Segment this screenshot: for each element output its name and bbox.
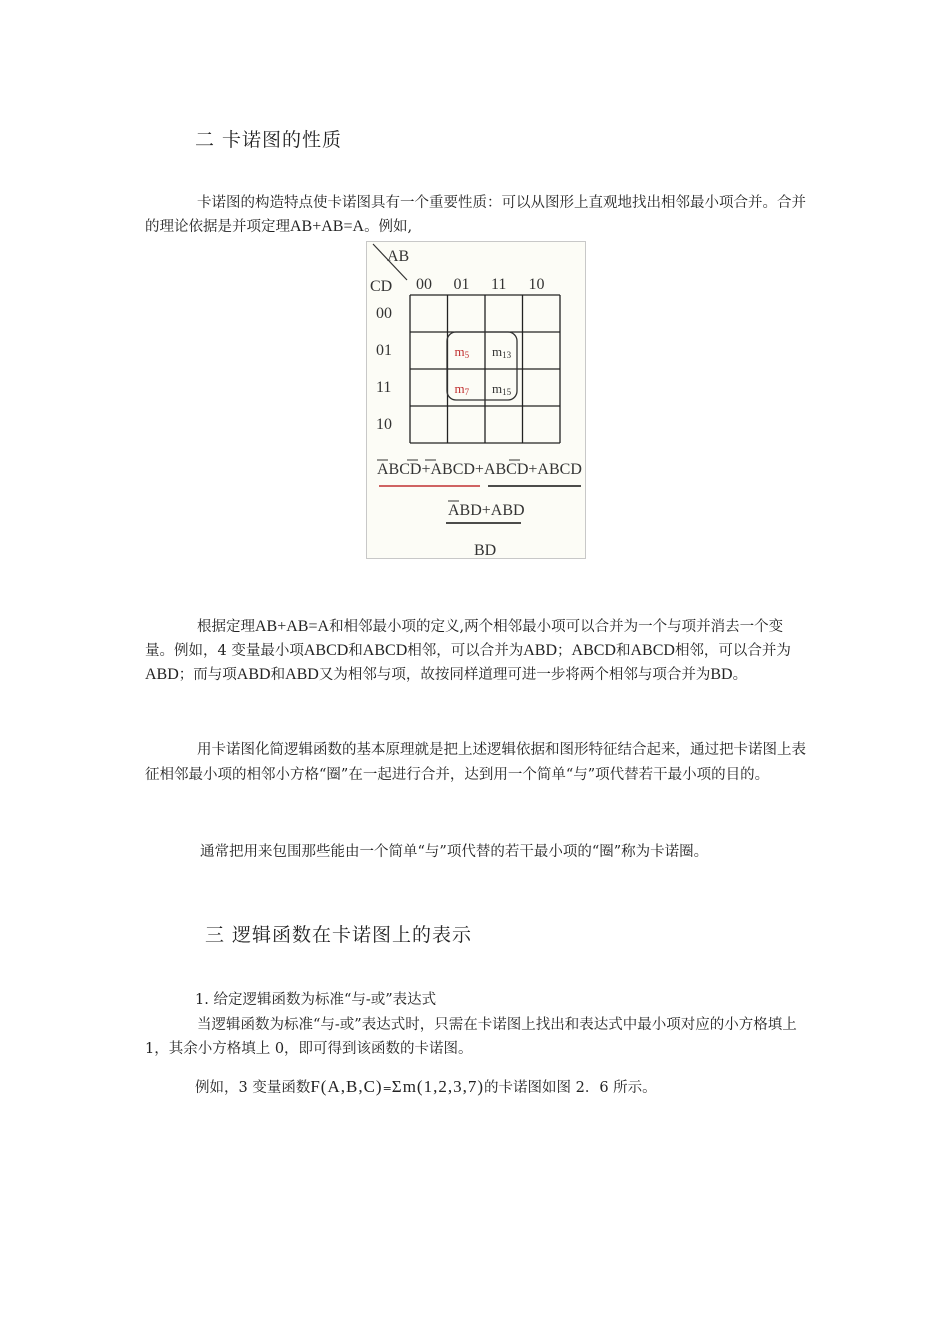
paragraph-1-text-b: 。例如, [364,219,413,235]
kmap-cell-subscript: 15 [502,387,512,397]
kmap-cell-subscript: 7 [464,387,470,397]
kmap-col-header: 00 [416,276,432,293]
example-line [195,1075,815,1101]
kmap-row-header: 00 [376,305,392,322]
karnaugh-map-figure [366,241,586,559]
p2-text-2: 和相邻最小项的定义,两个相邻最小项可以合并为一个与项并消去一个变量。例如，4 变量最小项 [145,619,784,659]
paragraph-1 [145,191,810,239]
p2-formula-3: ABCD [362,642,408,659]
kmap-col-var-label: CD [370,278,393,295]
p2-formula-8: ABD [236,666,271,683]
p2-formula-7: ABD [145,666,179,683]
kmap-cell-minterm: m5 [454,344,470,360]
paragraph-1-formula: AB+AB=A [290,218,365,235]
karnaugh-map-svg [367,242,587,560]
example-text-a: 例如，3 变量函数 [195,1080,311,1096]
example-function: F(A,B,C) [310,1077,383,1096]
kmap-cell-minterm: m13 [492,344,512,360]
kmap-cell-subscript: 5 [464,350,470,360]
kmap-cell-subscript: 13 [502,350,512,360]
p2-text-10: 又为相邻与项，故按同样道理可进一步将两个相邻与项合并为 [318,667,711,683]
kmap-cell-minterm: m15 [492,381,512,397]
paragraph-5: 当逻辑函数为标准“与-或”表达式时，只需在卡诺图上找出和表达式中最小项对应的小方格填上 1，其余小方格填上 0，即可得到该函数的卡诺图。 [145,1017,797,1057]
p2-formula-4: ABD [523,642,558,659]
kmap-row-var-label: AB [387,248,410,265]
p2-formula-1: AB+AB=A [255,618,330,635]
p2-formula-5: ABCD [571,642,616,659]
kmap-expression-1: ABCD+ABCD+ABCD+ABCD [377,461,582,478]
p2-text-3: 和 [348,643,363,659]
paragraph-1-text-a: 卡诺图的构造特点使卡诺图具有一个重要性质：可以从图形上直观地找出相邻最小项合并。合并的理论依据是并项定理 [145,195,806,235]
kmap-row-header: 01 [376,342,392,359]
section-heading-2: 二 卡诺图的性质 [195,129,343,151]
kmap-expression-3: BD [474,542,497,559]
kmap-row-header: 10 [376,416,392,433]
kmap-cell-minterm: m7 [454,381,470,397]
p2-text-1: 根据定理 [197,619,255,635]
p2-text-6: 和 [615,643,631,659]
example-equals: = [382,1082,392,1095]
p2-text-8: ；而与项 [178,667,237,683]
list-item-1: 1. 给定逻辑函数为标准“与-或”表达式 [195,992,437,1008]
p2-text-9: 和 [270,667,286,683]
p2-formula-2: ABCD [303,642,349,659]
p2-text-4: 相邻，可以合并为 [407,643,524,659]
paragraph-2 [145,615,810,687]
p2-formula-9: ABD [285,666,319,683]
p2-formula-10: BD [710,666,733,683]
kmap-expression-2: ABD+ABD [448,502,525,519]
kmap-grid [376,276,560,443]
kmap-col-header: 10 [528,276,545,293]
kmap-col-header: 11 [491,276,507,293]
example-text-b: 的卡诺图如图 2．6 所示。 [484,1080,657,1096]
p2-formula-6: ABCD [630,642,675,659]
kmap-col-header: 01 [453,276,470,293]
p2-text-7: 相邻，可以合并为 [674,643,791,659]
p2-text-11: 。 [732,667,748,683]
section-heading-3: 三 逻辑函数在卡诺图上的表示 [205,924,473,946]
paragraph-4: 通常把用来包围那些能由一个简单“与”项代替的若干最小项的“圈”称为卡诺圈。 [200,844,709,860]
kmap-row-header: 11 [376,379,392,396]
example-sum: Σm(1,2,3,7) [391,1077,484,1096]
p2-text-5: ； [557,643,572,659]
paragraph-3: 用卡诺图化简逻辑函数的基本原理就是把上述逻辑依据和图形特征结合起来，通过把卡诺图上表征相邻最小项的相邻小方格“圈”在一起进行合并，达到用一个简单“与”项代替若干最小项的目的。 [145,742,806,783]
